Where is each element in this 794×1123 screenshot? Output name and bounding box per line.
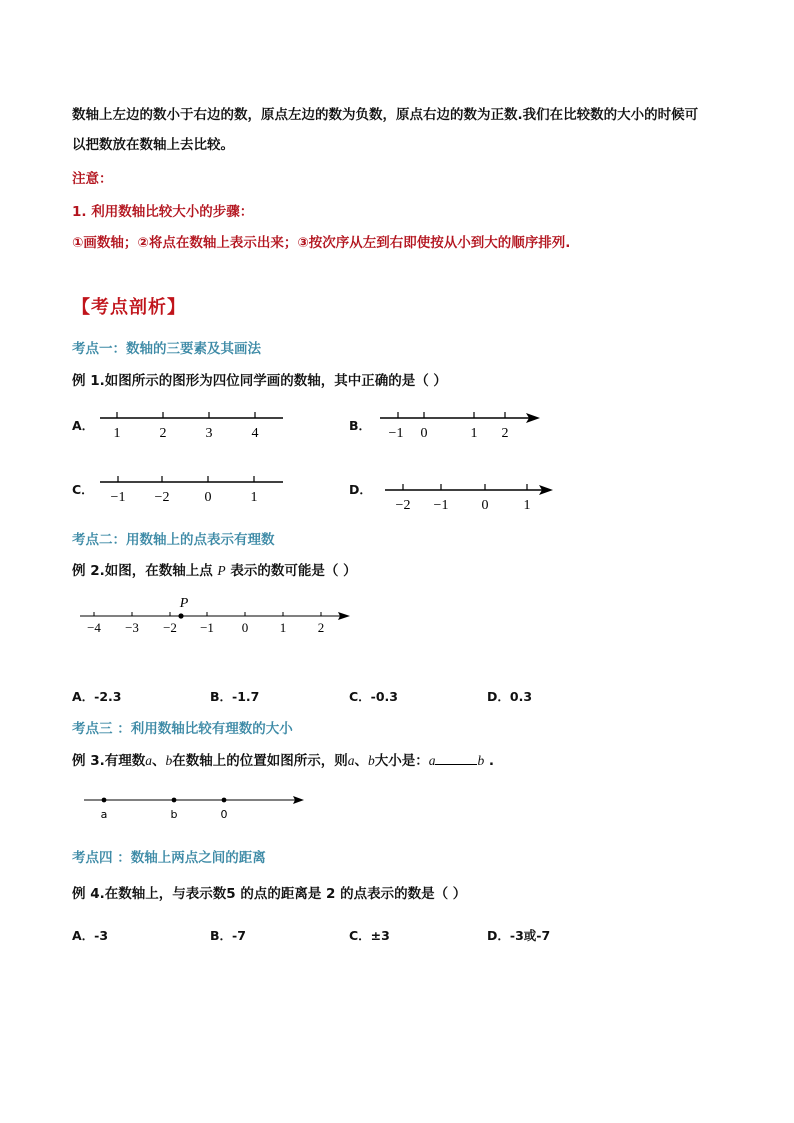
- tick-label: −2: [395, 498, 411, 513]
- kaodian-2-title: 考点二：用数轴上的点表示有理数: [72, 532, 275, 548]
- example-1-option-b-label: B．: [349, 418, 372, 433]
- tick-label: −1: [110, 490, 126, 505]
- example-2-number-line: [80, 592, 360, 637]
- example-1-option-d-label: D．: [349, 482, 372, 497]
- example-4-option-c: C．±3: [349, 928, 390, 943]
- section-title: 【考点剖析】: [72, 297, 186, 318]
- tick-label: 3: [205, 426, 213, 441]
- tick-label: 4: [251, 426, 259, 441]
- tick-label: −1: [200, 620, 214, 635]
- tick-label: −3: [125, 620, 139, 635]
- point-origin: [222, 798, 227, 803]
- intro-line-1: 数轴上左边的数小于右边的数，原点左边的数为负数，原点右边的数为正数.我们在比较数的大小的时候可: [72, 107, 699, 123]
- example-2-option-d: D．0.3: [487, 689, 533, 704]
- example-4-option-d: D．-3或-7: [487, 928, 551, 943]
- origin-label: 0: [220, 808, 228, 821]
- kaodian-4-title: 考点四 ：数轴上两点之间的距离: [72, 850, 266, 866]
- tick-label: 1: [523, 498, 531, 513]
- kaodian-1-title: 考点一：数轴的三要素及其画法: [72, 341, 261, 357]
- example-1-number-line-c: [100, 468, 300, 508]
- tick-label: 0: [241, 620, 249, 635]
- kaodian-3-title: 考点三 ：利用数轴比较有理数的大小: [72, 721, 293, 737]
- point-a: [102, 798, 107, 803]
- example-2-option-c: C．-0.3: [349, 689, 399, 704]
- tick-label: 1: [250, 490, 258, 505]
- tick-label: −4: [87, 620, 101, 635]
- notes-item-2: ①画数轴；②将点在数轴上表示出来；③按次序从左到右即使按从小到大的顺序排列.: [72, 235, 571, 251]
- notes-item-1: 1. 利用数轴比较大小的步骤：: [72, 204, 254, 220]
- answer-blank[interactable]: [435, 752, 477, 765]
- example-4-option-a: A．-3: [72, 928, 109, 943]
- point-p: [178, 613, 183, 618]
- tick-label: 1: [113, 426, 121, 441]
- tick-label: 2: [317, 620, 325, 635]
- example-2-option-b: B．-1.7: [210, 689, 260, 704]
- tick-label: 1: [279, 620, 287, 635]
- example-3-number-line: [84, 790, 314, 825]
- example-4-option-b: B．-7: [210, 928, 246, 943]
- point-b: [172, 798, 177, 803]
- tick-label: 0: [481, 498, 489, 513]
- tick-label: 1: [470, 426, 478, 441]
- tick-label: 0: [420, 426, 428, 441]
- point-p-label: P: [179, 596, 189, 611]
- example-3-question: 例 3.有理数a、b在数轴上的位置如图所示，则a、b大小是：a b .: [72, 753, 495, 769]
- notes-title: 注意：: [72, 171, 113, 187]
- example-1-question: 例 1.如图所示的图形为四位同学画的数轴，其中正确的是（ ）: [72, 373, 447, 389]
- example-2-option-a: A．-2.3: [72, 689, 122, 704]
- tick-label: 0: [204, 490, 212, 505]
- example-1-number-line-b: [380, 404, 550, 444]
- example-1-option-c-label: C．: [72, 482, 94, 497]
- example-1-number-line-a: [100, 404, 300, 444]
- tick-label: −1: [433, 498, 449, 513]
- tick-label: 2: [501, 426, 509, 441]
- tick-label: 2: [159, 426, 167, 441]
- tick-label: −2: [163, 620, 177, 635]
- example-2-question: 例 2.如图，在数轴上点 P 表示的数可能是（ ）: [72, 563, 357, 579]
- example-1-option-a-label: A．: [72, 418, 95, 433]
- example-1-number-line-d: [385, 476, 560, 516]
- tick-label: −1: [388, 426, 404, 441]
- point-b-label: b: [170, 808, 178, 821]
- point-a-label: a: [100, 808, 108, 821]
- tick-label: −2: [154, 490, 170, 505]
- example-4-question: 例 4.在数轴上，与表示数5 的点的距离是 2 的点表示的数是（ ）: [72, 886, 467, 902]
- intro-line-2: 以把数放在数轴上去比较。: [72, 137, 234, 153]
